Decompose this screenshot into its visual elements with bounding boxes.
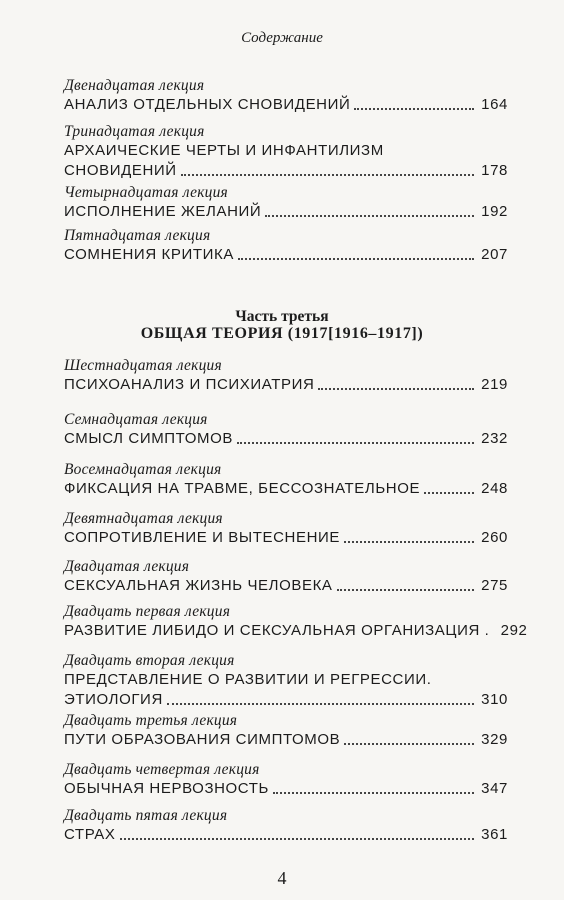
- toc-line: [64, 528, 508, 548]
- page-ref: 164: [481, 96, 508, 113]
- dot-leader: [344, 743, 474, 745]
- chapter-title: ЭТИОЛОГИЯ: [64, 691, 163, 708]
- toc-line: [64, 429, 508, 449]
- chapter-title: ПУТИ ОБРАЗОВАНИЯ СИМПТОМОВ: [64, 731, 341, 748]
- lecture-label: Восемнадцатая лекция: [64, 461, 222, 478]
- toc-entry: [64, 410, 508, 449]
- dot-leader: [237, 442, 474, 444]
- lecture-label: Пятнадцатая лекция: [64, 227, 211, 244]
- part-title: ОБЩАЯ ТЕОРИЯ (1917[1916–1917]): [140, 325, 424, 342]
- page-ref: 232: [481, 430, 508, 447]
- lecture-label: Двадцать четвертая лекция: [64, 761, 260, 778]
- page-ref: 248: [481, 480, 508, 497]
- toc-entry: [64, 651, 508, 710]
- chapter-title: ИСПОЛНЕНИЕ ЖЕЛАНИЙ: [64, 203, 262, 220]
- chapter-title: СОПРОТИВЛЕНИЕ И ВЫТЕСНЕНИЕ: [64, 529, 340, 546]
- page-ref: 178: [481, 162, 508, 179]
- page-ref: 260: [481, 529, 508, 546]
- dot-leader: [181, 174, 474, 176]
- toc-entry: [64, 183, 508, 222]
- lecture-label: Двадцать первая лекция: [64, 603, 231, 620]
- chapter-title: ПРЕДСТАВЛЕНИЕ О РАЗВИТИИ И РЕГРЕССИИ.: [64, 671, 432, 688]
- dot-leader: [167, 703, 474, 705]
- toc-line: [64, 375, 508, 395]
- page-ref: 361: [481, 826, 508, 843]
- chapter-title: АРХАИЧЕСКИЕ ЧЕРТЫ И ИНФАНТИЛИЗМ: [64, 142, 384, 159]
- chapter-title: ФИКСАЦИЯ НА ТРАВМЕ, БЕССОЗНАТЕЛЬНОЕ: [64, 480, 421, 497]
- lecture-label: Четырнадцатая лекция: [64, 184, 228, 201]
- lecture-label: Девятнадцатая лекция: [64, 510, 223, 527]
- page-ref: 292: [500, 622, 528, 639]
- toc-line: [64, 245, 508, 265]
- chapter-title: СОМНЕНИЯ КРИТИКА: [64, 246, 234, 263]
- page-ref: 347: [481, 780, 508, 797]
- toc-line: [64, 825, 508, 845]
- lecture-label: Двадцатая лекция: [64, 558, 190, 575]
- chapter-title: СЕКСУАЛЬНАЯ ЖИЗНЬ ЧЕЛОВЕКА: [64, 577, 333, 594]
- toc-entry: [64, 760, 508, 799]
- chapter-title: ОБЫЧНАЯ НЕРВОЗНОСТЬ: [64, 780, 269, 797]
- dot-leader: [273, 792, 474, 794]
- lecture-label: Двадцать третья лекция: [64, 712, 238, 729]
- toc-line: [64, 779, 508, 799]
- dot-leader: [238, 258, 474, 260]
- toc-entry: [64, 226, 508, 265]
- page-ref: 219: [481, 376, 508, 393]
- chapter-title: АНАЛИЗ ОТДЕЛЬНЫХ СНОВИДЕНИЙ: [64, 96, 351, 113]
- toc-line: [64, 202, 508, 222]
- lecture-label: Семнадцатая лекция: [64, 411, 208, 428]
- lecture-label: Двенадцатая лекция: [64, 77, 205, 94]
- toc-line: [64, 479, 508, 499]
- chapter-title: СНОВИДЕНИЙ: [64, 162, 177, 179]
- toc-entry: [64, 509, 508, 548]
- lecture-label: Шестнадцатая лекция: [64, 357, 222, 374]
- page-ref: 207: [481, 246, 508, 263]
- toc-line: [64, 730, 508, 750]
- lecture-label: Двадцать пятая лекция: [64, 807, 228, 824]
- dot-leader: [354, 108, 474, 110]
- toc-line: [64, 621, 528, 641]
- page-number: 4: [277, 868, 287, 888]
- toc-line: [64, 576, 508, 596]
- dot-leader: [424, 492, 474, 494]
- dot-leader: [265, 215, 474, 217]
- toc-entry: [64, 76, 508, 115]
- toc-entry: [64, 460, 508, 499]
- running-head: Содержание: [241, 30, 323, 46]
- lecture-label: Двадцать вторая лекция: [64, 652, 235, 669]
- dot-leader: [120, 838, 474, 840]
- lecture-label: Тринадцатая лекция: [64, 123, 205, 140]
- page-ref: 310: [481, 691, 508, 708]
- chapter-title: СМЫСЛ СИМПТОМОВ: [64, 430, 233, 447]
- toc-line: [64, 161, 508, 181]
- toc-entry: [64, 122, 508, 181]
- chapter-title: РАЗВИТИЕ ЛИБИДО И СЕКСУАЛЬНАЯ ОРГАНИЗАЦИЯ .: [64, 622, 490, 639]
- page-ref: 275: [481, 577, 508, 594]
- chapter-title: ПСИХОАНАЛИЗ И ПСИХИАТРИЯ: [64, 376, 315, 393]
- toc-entry: [64, 806, 508, 845]
- dot-leader: [337, 589, 474, 591]
- toc-entry: [64, 602, 528, 641]
- dot-leader: [344, 541, 474, 543]
- chapter-title: СТРАХ: [64, 826, 116, 843]
- toc-line: [64, 670, 508, 690]
- toc-line: [64, 141, 508, 161]
- toc-entry: [64, 356, 508, 395]
- toc-entry: [64, 711, 508, 750]
- page-ref: 329: [481, 731, 508, 748]
- toc-line: [64, 95, 508, 115]
- part-label: Часть третья: [235, 308, 329, 325]
- toc-entry: [64, 557, 508, 596]
- toc-line: [64, 690, 508, 710]
- page-ref: 192: [481, 203, 508, 220]
- dot-leader: [318, 388, 474, 390]
